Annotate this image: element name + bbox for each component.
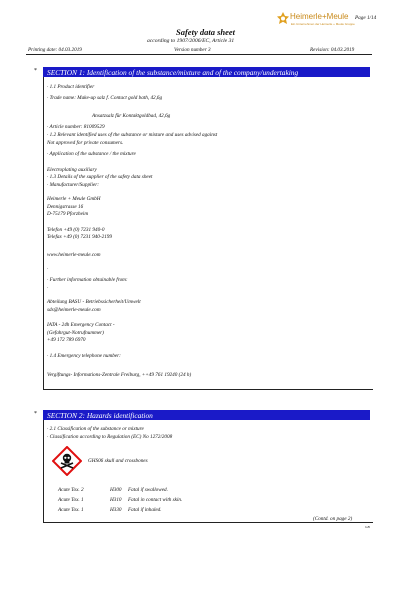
logo-subtext: Ein Unternehmen der Heimerle + Meule Gruppe <box>291 22 355 26</box>
section-marker: * <box>34 411 37 417</box>
hazard-text: Fatal if inhaled. <box>128 507 162 513</box>
s1-line: Vergiftungs- Informations-Zentrale Freiburg, ++49 761 19240 (24 h) <box>47 372 192 378</box>
s1-line: Telefon +49 (0) 7231 940-0 <box>47 227 105 233</box>
hazard-code: H310 <box>110 497 122 503</box>
s1-line: · Manufacturer/Supplier: <box>47 182 99 188</box>
s1-line: Not approved for private consumers. <box>47 140 124 146</box>
footer-country-code: GB <box>365 525 370 529</box>
s1-line: · Further information obtainable from: <box>47 277 128 283</box>
version-number: Version number 3 <box>174 47 211 53</box>
s1-line: D-75179 Pforzheim <box>47 211 89 217</box>
hazard-text: Fatal in contact with skin. <box>128 497 183 503</box>
s1-line: · 1.3 Details of the supplier of the safety data sheet <box>47 174 153 180</box>
s1-line: Telefax +49 (0) 7231 940-2199 <box>47 234 112 240</box>
section-marker: * <box>34 68 37 74</box>
header-divider <box>26 54 372 55</box>
s1-line: · 1.1 Product identifier <box>47 84 95 90</box>
printing-date: Printing date: 04.03.2019 <box>28 47 82 53</box>
skull-crossbones-icon <box>52 446 82 476</box>
document-subtitle: according to 1907/2006/EC, Article 31 <box>147 38 235 44</box>
s1-line: · <box>47 285 49 291</box>
s1-line: www.heimerle-meule.com <box>47 252 101 258</box>
revision-date: Revision: 04.03.2019 <box>310 47 355 53</box>
pictogram-label: GHS06 skull and crossbones <box>88 458 148 464</box>
section2-heading: SECTION 2: Hazards identification <box>47 411 153 421</box>
continued-note: (Contd. on page 2) <box>313 516 353 522</box>
s1-line: sds@heimerle-meule.com <box>47 307 101 313</box>
section2-heading-bar <box>43 410 370 420</box>
section1-heading: SECTION 1: Identification of the substance/mixture and of the company/undertaking <box>47 68 299 78</box>
hazard-code: H300 <box>110 487 122 493</box>
s1-line: · Trade name: Make-up salz f. Contact gold bath, 42,6g <box>47 95 163 101</box>
heimerle-meule-logo-icon <box>276 11 290 25</box>
hazard-class: Acute Tox. 1 <box>58 497 84 503</box>
logo-text: Heimerle+Meule <box>290 12 349 21</box>
hazard-code: H330 <box>110 507 122 513</box>
document-title: Safety data sheet <box>176 27 236 37</box>
hazard-class: Acute Tox. 2 <box>58 487 84 493</box>
hazard-text: Fatal if swallowed. <box>128 487 168 493</box>
s1-line: IATA - 24h Emergency Contact - <box>47 322 115 328</box>
section2-left-border <box>43 420 44 522</box>
section1-left-border <box>43 77 44 390</box>
s1-line: · 1.4 Emergency telephone number: <box>47 353 121 359</box>
s1-line: Heimerle + Meule GmbH <box>47 196 101 202</box>
section1-heading-bar <box>43 67 370 77</box>
s1-line: Abteilung BASU - Betriebssicherheit/Umwelt <box>47 299 141 305</box>
s1-line: · Application of the substance / the mixture <box>47 151 136 157</box>
s1-line: (Gefahrgut-Notrufnummer) <box>47 330 104 336</box>
s2-line: · Classification according to Regulation (EC) No 1272/2008 <box>47 434 173 440</box>
page-number: Page 1/14 <box>355 15 377 21</box>
section2-bottom-divider <box>43 522 373 523</box>
section1-bottom-divider <box>43 389 373 390</box>
s1-line: Ansatzsalz für Kontaktgoldbad, 42,6g <box>92 113 171 119</box>
s1-line: +49 172 789 6970 <box>47 337 86 343</box>
s1-line: · <box>47 266 49 272</box>
s1-line: Dennigstrasse 16 <box>47 204 84 210</box>
s1-line: · Article number: 81009529 <box>47 124 105 130</box>
hazard-class: Acute Tox. 1 <box>58 507 84 513</box>
s1-line: · 1.2 Relevant identified uses of the substance or mixture and uses advised against <box>47 132 218 138</box>
s1-line: Electroplating auxiliary <box>47 167 97 173</box>
s2-line: · 2.1 Classification of the substance or mixture <box>47 426 144 432</box>
